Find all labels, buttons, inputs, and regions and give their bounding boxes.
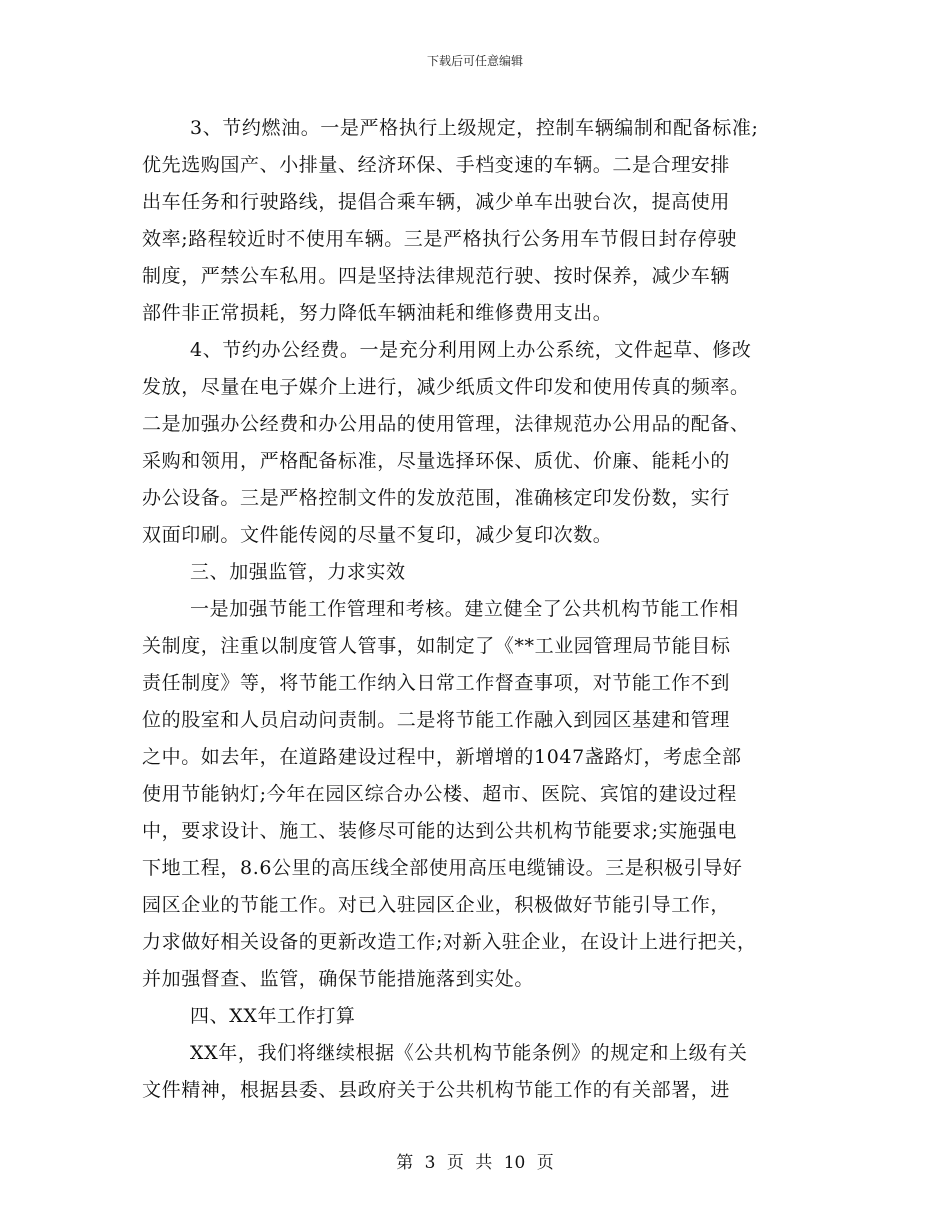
paragraph-line: 双面印刷。文件能传阅的尽量不复印，减少复印次数。 (142, 524, 613, 546)
paragraph-line: 采购和领用，严格配备标准，尽量选择环保、质优、价廉、能耗小的 (142, 450, 731, 472)
paragraph-line: 下地工程，8.6公里的高压线全部使用高压电缆铺设。三是积极引导好 (142, 857, 743, 879)
document-body (142, 110, 822, 1109)
paragraph-line: 使用节能钠灯;今年在园区综合办公楼、超市、医院、宾馆的建设过程 (142, 783, 738, 805)
paragraph-line: 优先选购国产、小排量、经济环保、手档变速的车辆。二是合理安排 (142, 154, 731, 176)
paragraph-line: 发放，尽量在电子媒介上进行，减少纸质文件印发和使用传真的频率。 (142, 376, 750, 398)
paragraph-line: 四、XX年工作打算 (190, 1005, 356, 1027)
page-header: 下载后可任意编辑 (426, 54, 523, 68)
paragraph-line: 出车任务和行驶路线，提倡合乘车辆，减少单车出驶台次，提高使用 (142, 191, 731, 213)
paragraph-line: 二是加强办公经费和办公用品的使用管理，法律规范办公用品的配备、 (142, 413, 750, 435)
paragraph-line: 部件非正常损耗，努力降低车辆油耗和维修费用支出。 (142, 302, 613, 324)
paragraph-line: 办公设备。三是严格控制文件的发放范围，准确核定印发份数，实行 (142, 487, 731, 509)
paragraph-line: 4、节约办公经费。一是充分利用网上办公系统，文件起草、修改 (190, 339, 752, 361)
paragraph-line: 关制度，注重以制度管人管事，如制定了《**工业园管理局节能目标 (142, 635, 731, 657)
paragraph (142, 591, 822, 998)
paragraph-line: 责任制度》等，将节能工作纳入日常工作督查事项，对节能工作不到 (142, 672, 731, 694)
paragraph-line: 效率;路程较近时不使用车辆。三是严格执行公务用车节假日封存停驶 (142, 228, 738, 250)
paragraph-line: 制度，严禁公车私用。四是坚持法律规范行驶、按时保养，减少车辆 (142, 265, 731, 287)
paragraph (142, 332, 822, 554)
paragraph-line: 园区企业的节能工作。对已入驻园区企业，积极做好节能引导工作， (142, 894, 731, 916)
paragraph-line: 力求做好相关设备的更新改造工作;对新入驻企业，在设计上进行把关， (142, 931, 757, 953)
paragraph-line: 文件精神，根据县委、县政府关于公共机构节能工作的有关部署，进 (142, 1079, 731, 1101)
paragraph-line: 位的股室和人员启动问责制。二是将节能工作融入到园区基建和管理 (142, 709, 731, 731)
paragraph (142, 110, 822, 332)
paragraph-line: XX年，我们将继续根据《公共机构节能条例》的规定和上级有关 (190, 1042, 748, 1064)
paragraph (142, 1035, 822, 1109)
page-footer: 第 3 页 共 10 页 (396, 1153, 554, 1173)
paragraph-line: 中，要求设计、施工、装修尽可能的达到公共机构节能要求;实施强电 (142, 820, 738, 842)
paragraph-line: 并加强督查、监管，确保节能措施落到实处。 (142, 968, 535, 990)
paragraph (142, 554, 822, 591)
paragraph-line: 之中。如去年，在道路建设过程中，新增增的1047盏路灯，考虑全部 (142, 746, 742, 768)
paragraph (142, 998, 822, 1035)
paragraph-line: 三、加强监管，力求实效 (190, 561, 406, 583)
paragraph-line: 3、节约燃油。一是严格执行上级规定，控制车辆编制和配备标准; (190, 117, 759, 139)
paragraph-line: 一是加强节能工作管理和考核。建立健全了公共机构节能工作相 (190, 598, 739, 620)
